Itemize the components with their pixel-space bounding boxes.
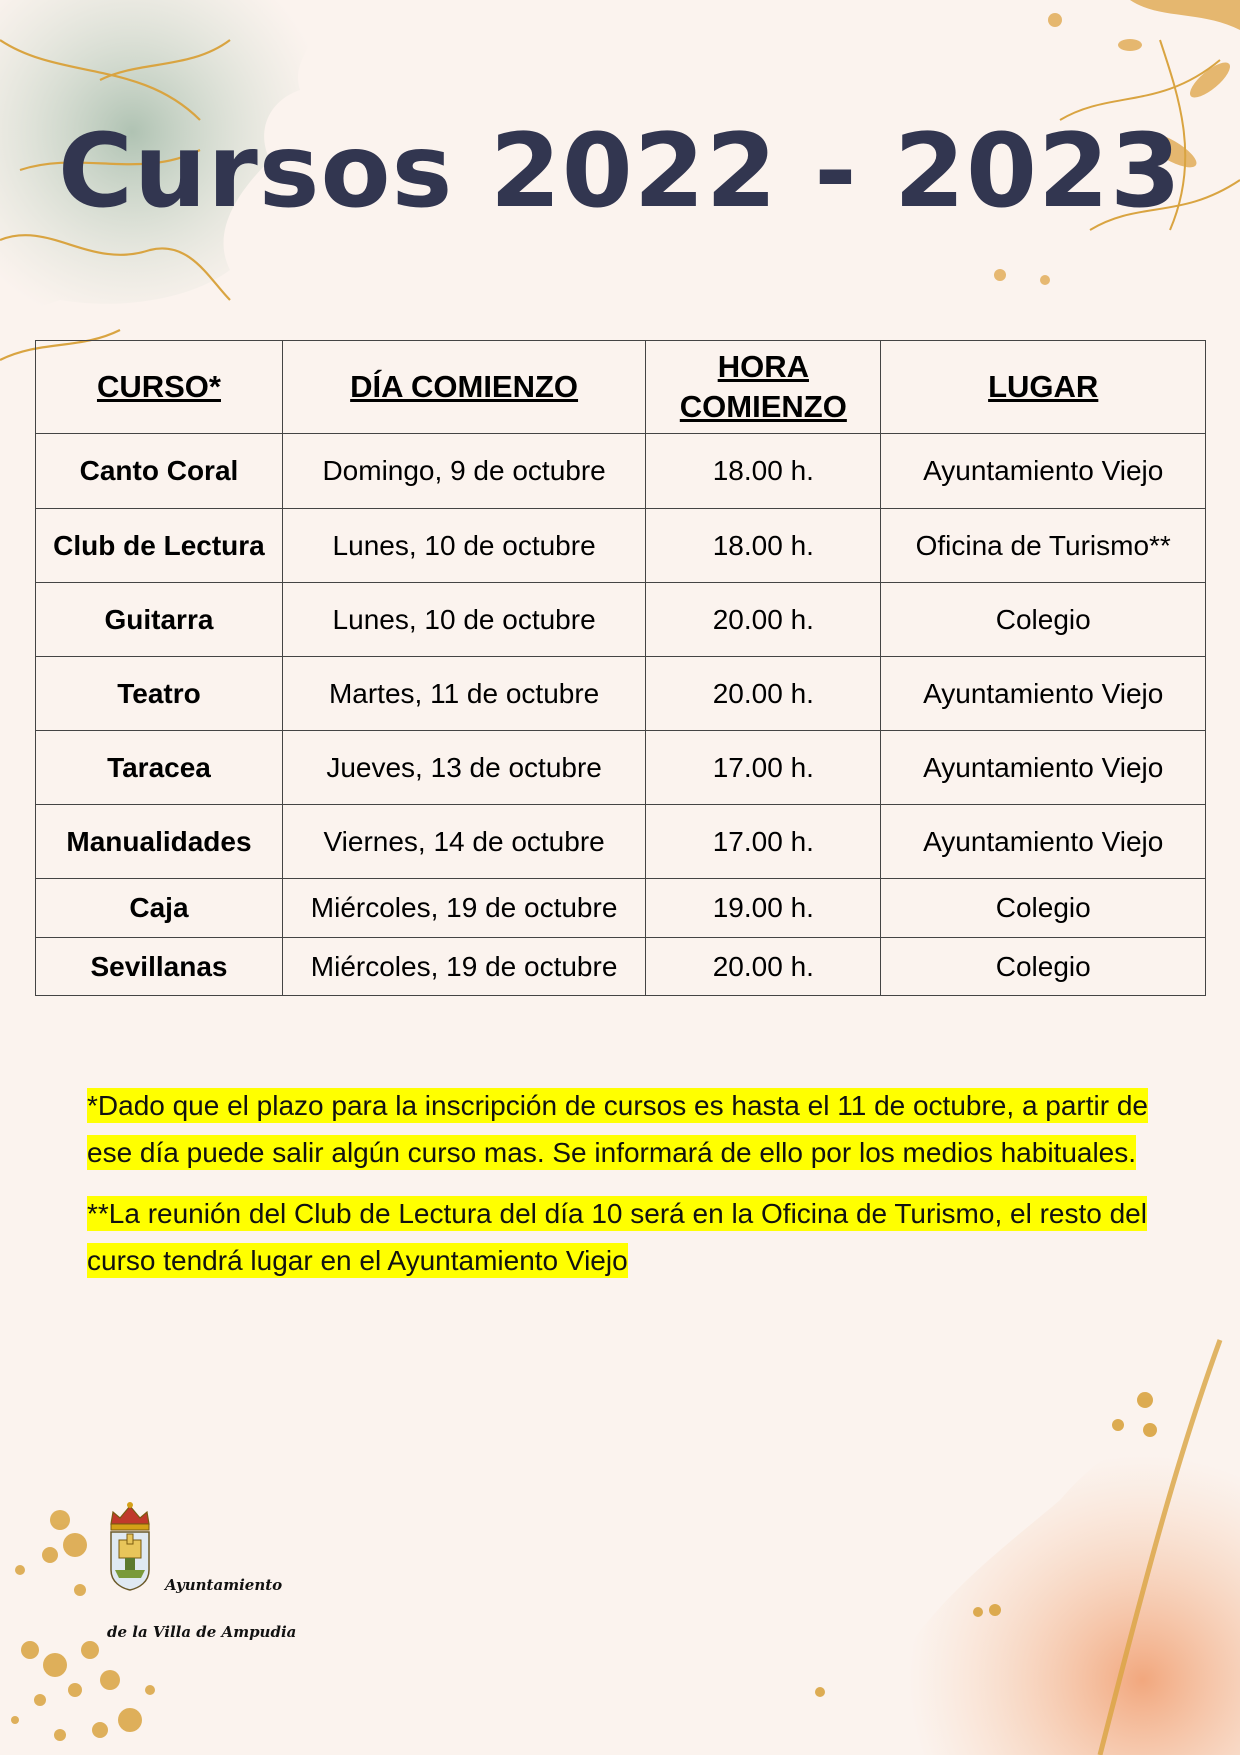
cell-curso: Manualidades <box>36 805 283 879</box>
cell-dia: Lunes, 10 de octubre <box>282 583 645 657</box>
courses-table <box>35 340 1206 996</box>
header-hora-comienzo <box>646 341 881 434</box>
header-hora-line1: HORA <box>717 348 809 384</box>
coat-of-arms-logo <box>105 1500 155 1592</box>
cell-hora: 18.00 h. <box>646 434 881 509</box>
table-row <box>36 657 1206 731</box>
header-dia-comienzo: DÍA COMIENZO <box>282 341 645 434</box>
cell-dia: Lunes, 10 de octubre <box>282 509 645 583</box>
cell-lugar: Ayuntamiento Viejo <box>881 434 1206 509</box>
cell-dia: Miércoles, 19 de octubre <box>282 938 645 996</box>
table-row <box>36 879 1206 938</box>
cell-dia: Jueves, 13 de octubre <box>282 731 645 805</box>
cell-lugar: Colegio <box>881 879 1206 938</box>
cell-hora: 19.00 h. <box>646 879 881 938</box>
table-row <box>36 805 1206 879</box>
cell-hora: 17.00 h. <box>646 805 881 879</box>
cell-hora: 18.00 h. <box>646 509 881 583</box>
page-title: Cursos 2022 - 2023 <box>58 112 1182 231</box>
footnote-text: *Dado que el plazo para la inscripción de cursos es hasta el 11 de octubre, a partir de ese día puede salir algún curso mas. Se informará de ello por los medios habituales. <box>87 1090 1149 1168</box>
cell-hora: 20.00 h. <box>646 583 881 657</box>
footnote-registration <box>87 1082 1157 1176</box>
logo-line2: de la Villa de Ampudia <box>107 1623 297 1641</box>
cell-curso: Taracea <box>36 731 283 805</box>
table-header-row <box>36 341 1206 434</box>
cell-curso: Guitarra <box>36 583 283 657</box>
cell-curso: Sevillanas <box>36 938 283 996</box>
cell-hora: 20.00 h. <box>646 938 881 996</box>
footnote-reading-club <box>87 1190 1157 1284</box>
table-row <box>36 731 1206 805</box>
cell-lugar: Ayuntamiento Viejo <box>881 805 1206 879</box>
cell-curso: Club de Lectura <box>36 509 283 583</box>
table-row <box>36 434 1206 509</box>
footnote-text: **La reunión del Club de Lectura del día 10 será en la Oficina de Turismo, el resto del curso tendrá lugar en el Ayuntamiento Viejo <box>87 1198 1147 1276</box>
cell-lugar: Ayuntamiento Viejo <box>881 657 1206 731</box>
cell-dia: Martes, 11 de octubre <box>282 657 645 731</box>
cell-curso: Teatro <box>36 657 283 731</box>
header-curso: CURSO* <box>36 341 283 434</box>
cell-dia: Miércoles, 19 de octubre <box>282 879 645 938</box>
peach-watercolor <box>850 1380 1240 1755</box>
logo-line1: Ayuntamiento <box>165 1576 283 1594</box>
cell-dia: Domingo, 9 de octubre <box>282 434 645 509</box>
header-hora-line2: COMIENZO <box>679 389 847 424</box>
cell-lugar: Colegio <box>881 938 1206 996</box>
cell-hora: 17.00 h. <box>646 731 881 805</box>
cell-lugar: Colegio <box>881 583 1206 657</box>
table-row <box>36 509 1206 583</box>
table-row <box>36 583 1206 657</box>
cell-hora: 20.00 h. <box>646 657 881 731</box>
cell-curso: Caja <box>36 879 283 938</box>
footnotes <box>87 1082 1157 1298</box>
cell-lugar: Ayuntamiento Viejo <box>881 731 1206 805</box>
cell-lugar: Oficina de Turismo** <box>881 509 1206 583</box>
cell-curso: Canto Coral <box>36 434 283 509</box>
cell-dia: Viernes, 14 de octubre <box>282 805 645 879</box>
table-row <box>36 938 1206 996</box>
header-lugar: LUGAR <box>881 341 1206 434</box>
